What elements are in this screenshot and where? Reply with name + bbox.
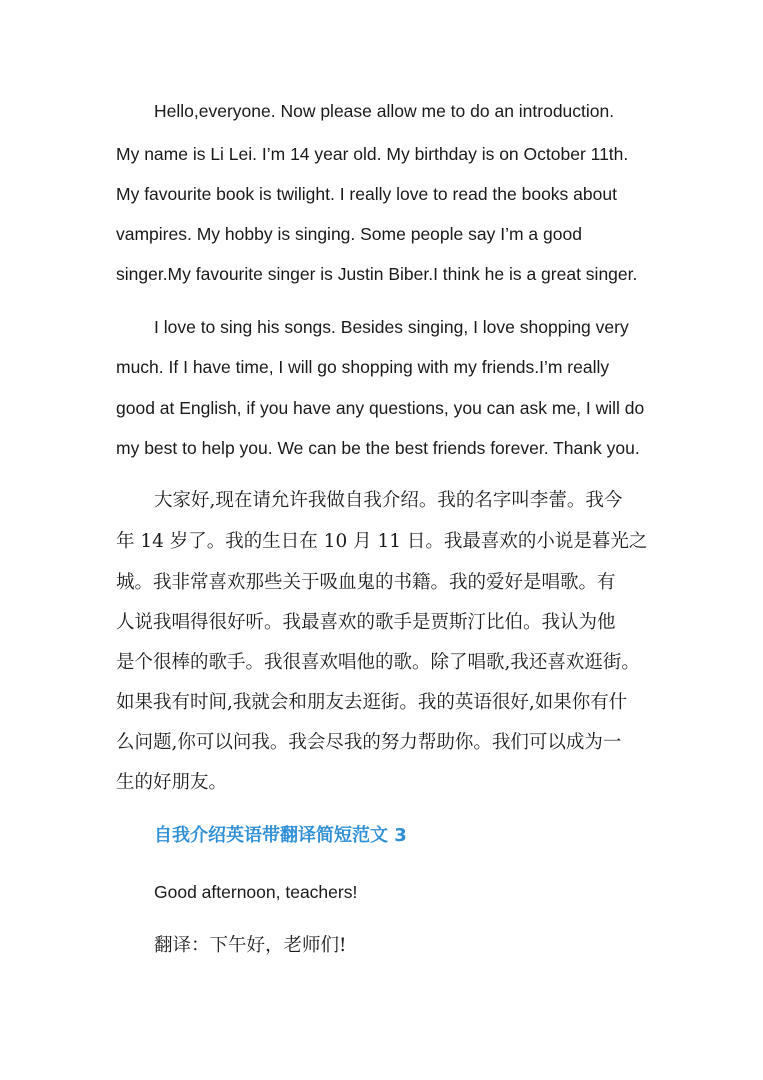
greeting-zh: 翻译：下午好，老师们!	[154, 935, 347, 956]
paragraph-en-2-line: good at English, if you have any questions, you can ask me, I will do	[116, 398, 645, 418]
paragraph-en-2-line: much. If I have time, I will go shopping with my friends.I’m really	[116, 357, 610, 377]
paragraph-zh-line: 如果我有时间,我就会和朋友去逛街。我的英语很好,如果你有什	[116, 692, 628, 713]
paragraph-zh-line: 城。我非常喜欢那些关于吸血鬼的书籍。我的爱好是唱歌。有	[116, 572, 616, 593]
greeting-en: Good afternoon, teachers!	[154, 882, 358, 902]
paragraph-en-1-line: singer.My favourite singer is Justin Biber.I think he is a great singer.	[116, 264, 638, 284]
paragraph-en-1-line: My favourite book is twilight. I really love to read the books about	[116, 184, 617, 204]
paragraph-en-1-line: Hello,everyone. Now please allow me to do an introduction.	[154, 101, 615, 121]
paragraph-zh-line: 是个很棒的歌手。我很喜欢唱他的歌。除了唱歌,我还喜欢逛街。	[116, 652, 640, 673]
paragraph-zh-line: 么问题,你可以问我。我会尽我的努力帮助你。我们可以成为一	[116, 732, 622, 753]
paragraph-zh-line: 人说我唱得很好听。我最喜欢的歌手是贾斯汀比伯。我认为他	[116, 612, 616, 633]
paragraph-zh-line: 大家好,现在请允许我做自我介绍。我的名字叫李蕾。我今	[154, 490, 623, 511]
paragraph-en-2-line: my best to help you. We can be the best friends forever. Thank you.	[116, 438, 640, 458]
paragraph-en-2-line: I love to sing his songs. Besides singing, I love shopping very	[154, 317, 629, 337]
paragraph-en-1-line: vampires. My hobby is singing. Some people say I’m a good	[116, 224, 582, 244]
section-heading: 自我介绍英语带翻译简短范文 3	[154, 825, 407, 846]
paragraph-zh-line: 生的好朋友。	[116, 772, 228, 793]
paragraph-zh-line: 年 14 岁了。我的生日在 10 月 11 日。我最喜欢的小说是暮光之	[116, 531, 648, 552]
paragraph-en-1-line: My name is Li Lei. I’m 14 year old. My birthday is on October 11th.	[116, 144, 629, 164]
